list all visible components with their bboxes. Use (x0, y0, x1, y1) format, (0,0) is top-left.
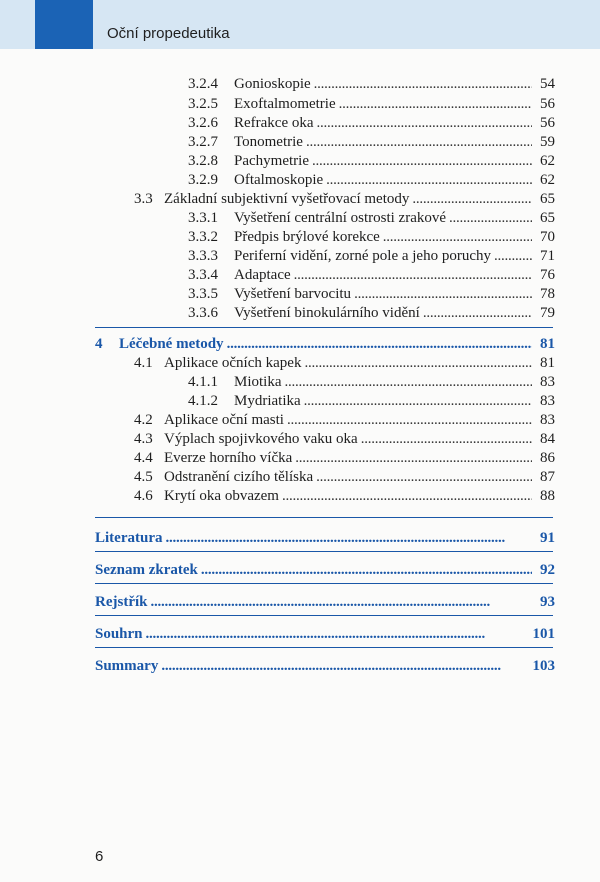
toc-entry-page: 92 (540, 562, 555, 578)
toc-entry[interactable] (188, 132, 555, 152)
toc-entry-number: 4 (95, 336, 103, 352)
toc-entry-number: 4.1.2 (188, 393, 218, 409)
toc-entry-number: 3.3.4 (188, 267, 218, 283)
toc-entry-title: Tonometrie (234, 134, 303, 150)
running-header-title: Oční propedeutika (107, 25, 230, 42)
toc-dot-leader (294, 265, 532, 285)
toc-entry-page: 65 (540, 210, 555, 226)
toc-entry-number: 3.2.6 (188, 115, 218, 131)
toc-entry-title: Výplach spojivkového vaku oka (164, 431, 358, 447)
toc-entry-title: Pachymetrie (234, 153, 309, 169)
toc-backmatter-entry[interactable] (95, 624, 555, 644)
toc-entry-page: 88 (540, 488, 555, 504)
toc-dot-leader (227, 334, 532, 354)
toc-entry[interactable] (188, 227, 555, 247)
toc-dot-leader (146, 624, 530, 644)
toc-dot-leader (304, 353, 532, 373)
toc-dot-leader (201, 560, 532, 580)
toc-backmatter-entry[interactable] (95, 592, 555, 612)
toc-dot-leader (282, 486, 532, 506)
toc-entry-title: Adaptace (234, 267, 291, 283)
toc-entry-number: 4.2 (134, 412, 153, 428)
toc-entry-page: 70 (540, 229, 555, 245)
toc-entry-page: 65 (540, 191, 555, 207)
toc-entry-title: Gonioskopie (234, 76, 311, 92)
toc-entry-number: 4.4 (134, 450, 153, 466)
toc-entry-page: 91 (540, 530, 555, 546)
toc-entry-title: Miotika (234, 374, 282, 390)
toc-entry-title: Vyšetření binokulárního vidění (234, 305, 420, 321)
toc-backmatter-entry[interactable] (95, 560, 555, 580)
toc-entry-title: Vyšetření centrální ostrosti zrakové (234, 210, 447, 226)
toc-entry[interactable] (188, 284, 555, 304)
toc-dot-leader (161, 656, 529, 676)
toc-dot-leader (151, 592, 533, 612)
toc-entry-number: 3.3 (134, 191, 153, 207)
toc-entry[interactable] (134, 467, 555, 487)
toc-entry[interactable] (188, 372, 555, 392)
toc-dot-leader (423, 303, 532, 323)
toc-entry-title: Periferní vidění, zorné pole a jeho poruchy (234, 248, 491, 264)
toc-entry-page: 103 (532, 658, 555, 674)
toc-dot-leader (316, 467, 532, 487)
section-rule (95, 551, 553, 552)
section-rule (95, 647, 553, 648)
toc-backmatter-entry[interactable] (95, 656, 555, 676)
toc-entry-page: 81 (540, 336, 555, 352)
toc-entry-page: 62 (540, 172, 555, 188)
toc-entry-number: 3.2.9 (188, 172, 218, 188)
toc-entry-page: 93 (540, 594, 555, 610)
toc-entry-page: 54 (540, 76, 555, 92)
toc-entry[interactable] (188, 246, 555, 266)
section-rule (95, 615, 553, 616)
toc-entry-number: 4.5 (134, 469, 153, 485)
toc-dot-leader (317, 113, 532, 133)
toc-entry-title: Aplikace očních kapek (164, 355, 302, 371)
toc-entry[interactable] (188, 391, 555, 411)
toc-entry-number: 4.3 (134, 431, 153, 447)
toc-entry-title: Summary (95, 658, 159, 674)
toc-entry-page: 59 (540, 134, 555, 150)
toc-entry-number: 4.6 (134, 488, 153, 504)
toc-entry[interactable] (134, 189, 555, 209)
toc-dot-leader (285, 372, 533, 392)
toc-entry-page: 84 (540, 431, 555, 447)
toc-entry[interactable] (134, 448, 555, 468)
toc-dot-leader (295, 448, 532, 468)
toc-entry[interactable] (188, 303, 555, 323)
toc-entry[interactable] (188, 170, 555, 190)
toc-dot-leader (312, 151, 532, 171)
toc-entry-title: Seznam zkratek (95, 562, 198, 578)
toc-entry-title: Souhrn (95, 626, 143, 642)
toc-backmatter-entry[interactable] (95, 528, 555, 548)
toc-entry-page: 56 (540, 96, 555, 112)
toc-entry-page: 62 (540, 153, 555, 169)
toc-entry-page: 83 (540, 374, 555, 390)
toc-chapter-entry[interactable] (95, 334, 555, 354)
toc-dot-leader (494, 246, 532, 266)
toc-dot-leader (412, 189, 532, 209)
toc-entry-page: 83 (540, 393, 555, 409)
toc-entry-page: 79 (540, 305, 555, 321)
toc-entry-title: Krytí oka obvazem (164, 488, 279, 504)
toc-entry-number: 3.3.1 (188, 210, 218, 226)
toc-entry-title: Odstranění cizího tělíska (164, 469, 314, 485)
toc-entry-number: 3.3.3 (188, 248, 218, 264)
toc-entry-title: Mydriatika (234, 393, 301, 409)
page-number: 6 (95, 848, 104, 865)
toc-entry-number: 3.2.4 (188, 76, 218, 92)
toc-dot-leader (361, 429, 532, 449)
toc-entry-page: 56 (540, 115, 555, 131)
toc-entry-title: Literatura (95, 530, 163, 546)
toc-dot-leader (287, 410, 532, 430)
toc-entry-title: Aplikace oční masti (164, 412, 284, 428)
toc-entry-number: 3.3.6 (188, 305, 218, 321)
toc-dot-leader (449, 208, 532, 228)
toc-entry[interactable] (188, 74, 555, 94)
toc-entry-page: 87 (540, 469, 555, 485)
toc-entry-title: Předpis brýlové korekce (234, 229, 380, 245)
toc-dot-leader (304, 391, 532, 411)
toc-dot-leader (306, 132, 532, 152)
section-rule (95, 583, 553, 584)
toc-entry-title: Exoftalmometrie (234, 96, 336, 112)
toc-entry-number: 3.2.8 (188, 153, 218, 169)
toc-dot-leader (339, 94, 532, 114)
toc-entry-number: 4.1 (134, 355, 153, 371)
toc-dot-leader (354, 284, 532, 304)
toc-entry[interactable] (134, 410, 555, 430)
toc-entry-page: 83 (540, 412, 555, 428)
toc-entry-title: Refrakce oka (234, 115, 314, 131)
toc-entry-number: 4.1.1 (188, 374, 218, 390)
toc-entry[interactable] (134, 486, 555, 506)
toc-entry-page: 78 (540, 286, 555, 302)
toc-dot-leader (165, 528, 532, 548)
toc-entry[interactable] (188, 151, 555, 171)
toc-entry-number: 3.3.5 (188, 286, 218, 302)
toc-entry[interactable] (134, 353, 555, 373)
toc-entry-title: Oftalmoskopie (234, 172, 324, 188)
toc-dot-leader (326, 170, 532, 190)
toc-entry-number: 3.3.2 (188, 229, 218, 245)
toc-dot-leader (314, 74, 532, 94)
toc-entry[interactable] (188, 208, 555, 228)
toc-entry-title: Everze horního víčka (164, 450, 293, 466)
toc-entry[interactable] (188, 265, 555, 285)
toc-entry[interactable] (188, 113, 555, 133)
toc-dot-leader (383, 227, 532, 247)
toc-entry-title: Rejstřík (95, 594, 148, 610)
toc-entry-page: 81 (540, 355, 555, 371)
section-rule (95, 517, 553, 518)
toc-entry-page: 71 (540, 248, 555, 264)
toc-entry-page: 76 (540, 267, 555, 283)
toc-entry-number: 3.2.5 (188, 96, 218, 112)
toc-entry-title: Základní subjektivní vyšetřovací metody (164, 191, 410, 207)
toc-entry-title: Léčebné metody (119, 336, 224, 352)
toc-entry[interactable] (134, 429, 555, 449)
toc-entry[interactable] (188, 94, 555, 114)
toc-entry-page: 101 (532, 626, 555, 642)
toc-entry-page: 86 (540, 450, 555, 466)
header-color-block (35, 0, 93, 49)
toc-entry-number: 3.2.7 (188, 134, 218, 150)
toc-entry-title: Vyšetření barvocitu (234, 286, 352, 302)
section-rule (95, 327, 553, 328)
